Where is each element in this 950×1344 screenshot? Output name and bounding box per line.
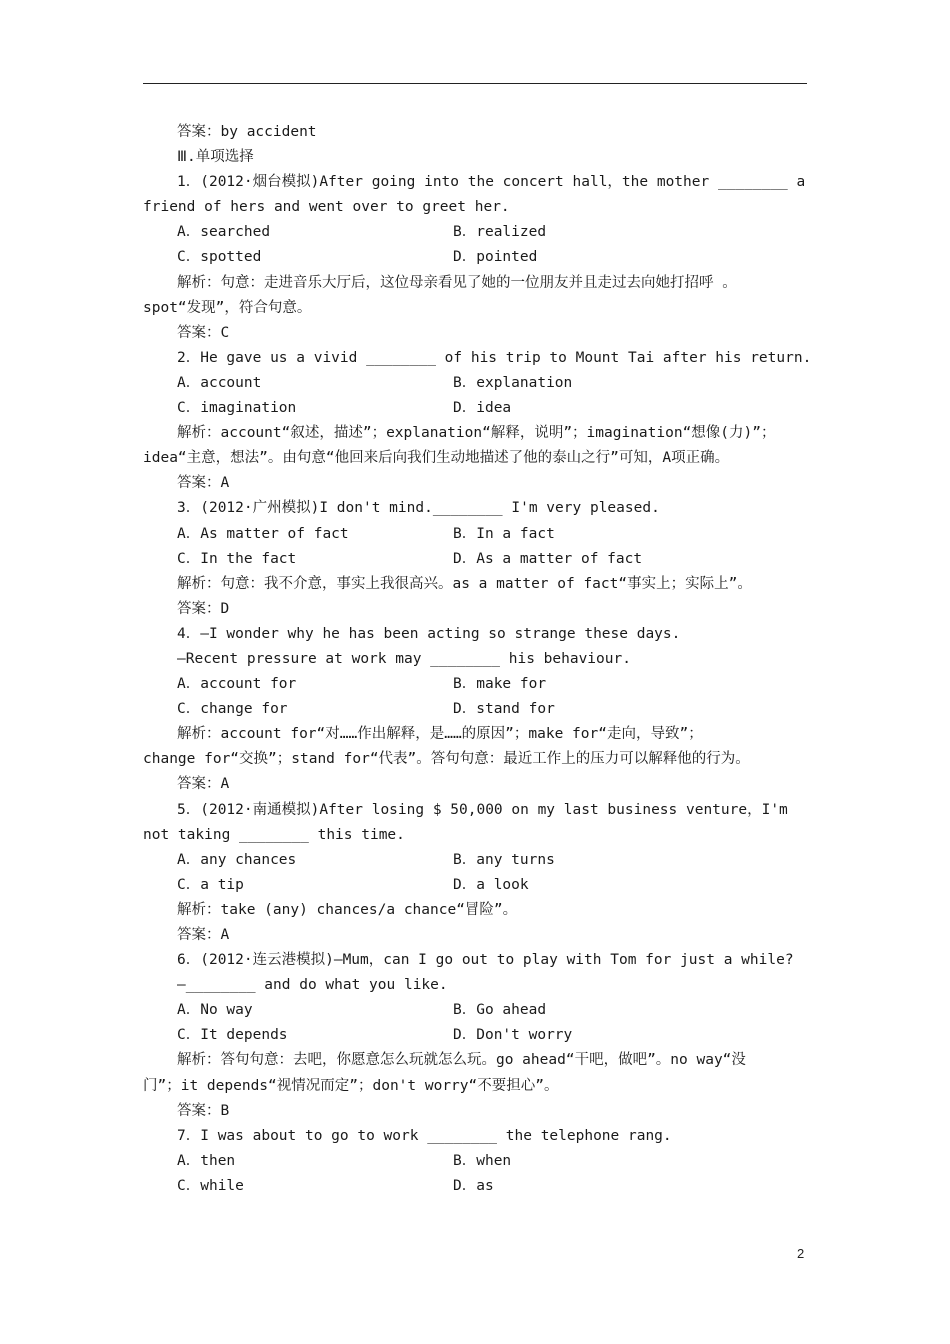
option-left: C．imagination [177,400,297,417]
header-rule [143,83,807,84]
options-row [143,848,811,873]
option-right: D．As a matter of fact [453,550,643,567]
option-right: D．stand for [453,701,555,718]
option-right: B．realized [453,224,547,241]
option-left: C．a tip [177,876,244,893]
page-content [143,120,811,1199]
option-right: B．explanation [453,374,573,391]
option-right: D．pointed [453,249,538,266]
options-row [143,1174,811,1199]
text-line: 2．He gave us a vivid ________ of his trip to Mount Tai after his return. [177,349,812,366]
options-row [143,1149,811,1174]
option-right: B．when [453,1152,512,1169]
option-left: A．any chances [177,851,297,868]
text-line: friend of hers and went over to greet her. [143,199,510,216]
text-line: not taking ________ this time. [143,826,405,843]
text-line: 5．(2012·南通模拟)After losing $ 50,000 on my last business venture，I'm [177,801,788,818]
text-line: 答案：C [177,324,230,341]
text-line: 解析：句意：走进音乐大厅后，这位母亲看见了她的一位朋友并且走过去向她打招呼 。 [177,274,737,291]
text-line: change for“交换”；stand for“代表”。答句句意：最近工作上的压力可以解释他的行为。 [143,751,750,768]
text-line: 答案：A [177,475,230,492]
text-line: 4．—I wonder why he has been acting so strange these days. [177,625,681,642]
option-right: B．make for [453,676,547,693]
text-line: 解析：account“叙述，描述”；explanation“解释，说明”；imagination“想像(力)”； [177,425,776,442]
text-line: 1．(2012·烟台模拟)After going into the concert hall，the mother ________ a [177,174,806,191]
text-line: 答案：B [177,1102,230,1119]
option-right: B．In a fact [453,525,555,542]
text-line: idea“主意，想法”。由句意“他回来后向我们生动地描述了他的泰山之行”可知，A项正确。 [143,450,730,467]
text-line: 答案：by accident [177,124,317,140]
text-line: 7．I was about to go to work ________ the telephone rang. [177,1127,672,1144]
options-row [143,998,811,1023]
option-left: A．account [177,374,262,391]
options-row [143,220,811,245]
option-left: C．while [177,1177,244,1194]
text-line: 6．(2012·连云港模拟)—Mum，can I go out to play with Tom for just a while? [177,952,794,969]
text-line: 解析：take (any) chances/a chance“冒险”。 [177,901,518,918]
text-line: 解析：句意：我不介意，事实上我很高兴。as a matter of fact“事实上；实际上”。 [177,575,752,592]
option-left: C．It depends [177,1027,288,1044]
option-right: D．idea [453,400,512,417]
option-left: A．searched [177,224,271,241]
option-left: A．No way [177,1002,253,1019]
options-row [143,396,811,421]
options-row [143,522,811,547]
text-line: —________ and do what you like. [177,977,448,994]
option-right: B．any turns [453,851,555,868]
text-line: 答案：A [177,927,230,943]
text-line: 解析：答句句意：去吧，你愿意怎么玩就怎么玩。go ahead“干吧，做吧”。no way“没 [177,1052,746,1069]
text-line: —Recent pressure at work may ________ his behaviour. [177,650,631,667]
text-line: 答案：D [177,600,230,617]
page-number: 2 [797,1246,805,1261]
option-right: D．as [453,1177,494,1194]
option-left: C．In the fact [177,550,297,567]
options-row [143,672,811,697]
options-row [143,547,811,572]
text-line: 解析：account for“对……作出解释，是……的原因”；make for“走向，导致”； [177,726,703,743]
option-left: A．account for [177,676,297,693]
option-right: B．Go ahead [453,1002,547,1019]
text-line: Ⅲ.单项选择 [177,149,254,166]
options-row [143,873,811,898]
option-left: C．change for [177,701,288,718]
option-right: D．Don't worry [453,1027,573,1044]
options-row [143,245,811,270]
option-left: A．As matter of fact [177,525,349,542]
text-line: spot“发现”，符合句意。 [143,299,312,316]
option-right: D．a look [453,876,529,893]
option-left: A．then [177,1152,236,1169]
options-row [143,697,811,722]
text-line: 3．(2012·广州模拟)I don't mind.________ I'm very pleased. [177,500,660,517]
option-left: C．spotted [177,249,262,266]
text-line: 门”；it depends“视情况而定”；don't worry“不要担心”。 [143,1077,559,1094]
options-row [143,371,811,396]
options-row [143,1023,811,1048]
text-line: 答案：A [177,776,230,793]
